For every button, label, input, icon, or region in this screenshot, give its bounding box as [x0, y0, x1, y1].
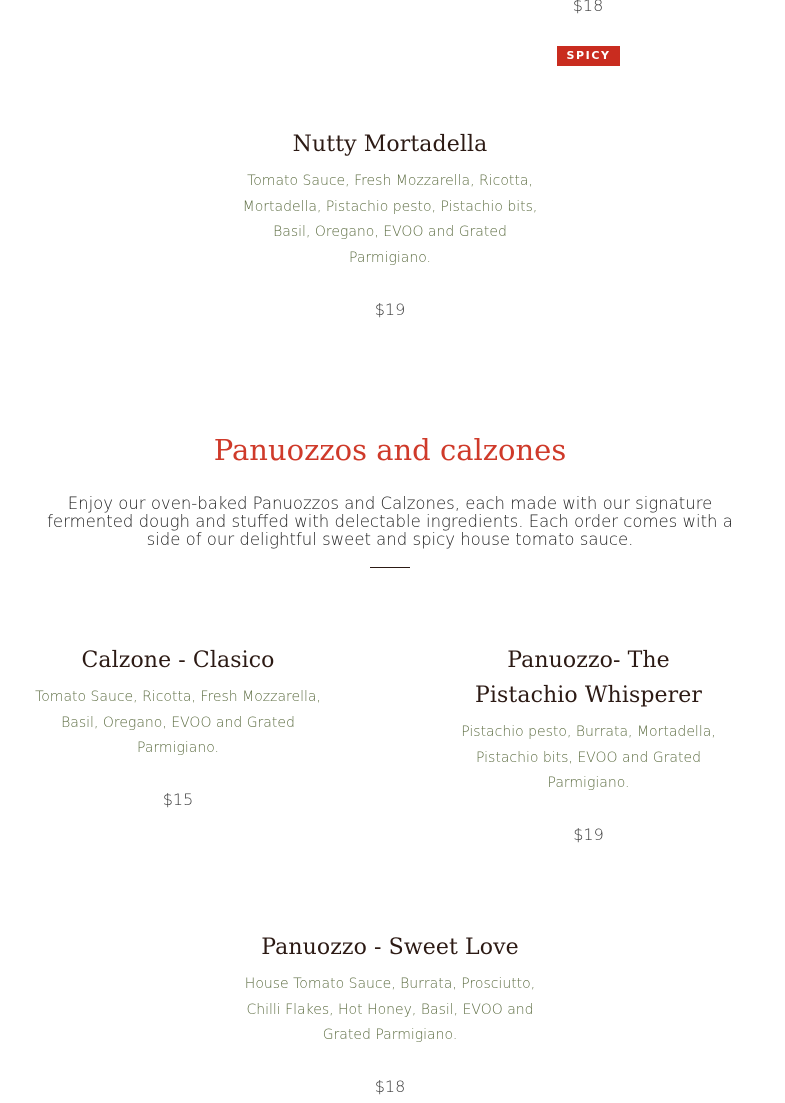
menu-item-title: Nutty Mortadella — [292, 132, 488, 157]
menu-item-pistachio-whisperer — [440, 643, 737, 845]
spicy-badge: SPICY — [557, 46, 620, 66]
menu-item-description: House Tomato Sauce, Burrata, Prosciutto, Chilli Flakes, Hot Honey, Basil, EVOO and Grated Parmigiano. — [244, 976, 536, 1044]
menu-item-calzone-clasico — [18, 643, 338, 810]
menu-item-title: Calzone - Clasico — [81, 648, 275, 673]
menu-item-sweet-love — [200, 930, 580, 1097]
section-description: Enjoy our oven-baked Panuozzos and Calzones, each made with our signature fermented dough and stuffed with delectable ingredients. Each order comes with a side of our delightful sweet and spicy house tomato sauce. — [47, 494, 733, 549]
menu-item-title: Panuozzo - Sweet Love — [261, 935, 519, 960]
section-divider — [370, 567, 410, 568]
menu-item-price: $19 — [374, 299, 406, 319]
top-item-price: $18 — [572, 0, 604, 15]
menu-item-nutty-mortadella — [200, 127, 580, 320]
menu-item-description: Pistachio pesto, Burrata, Mortadella, Pistachio bits, EVOO and Grated Parmigiano. — [461, 724, 716, 792]
menu-item-price: $18 — [374, 1077, 406, 1097]
menu-item-title: Panuozzo- The Pistachio Whisperer — [474, 648, 702, 708]
menu-item-description: Tomato Sauce, Fresh Mozzarella, Ricotta, Mortadella, Pistachio pesto, Pistachio bits, Basil, Oregano, EVOO and Grated Parmigiano. — [242, 173, 538, 267]
menu-item-price: $19 — [573, 825, 604, 845]
menu-item-description: Tomato Sauce, Ricotta, Fresh Mozzarella, Basil, Oregano, EVOO and Grated Parmigiano. — [35, 689, 321, 757]
menu-item-price: $15 — [162, 790, 194, 810]
section-title: Panuozzos and calzones — [213, 433, 567, 467]
